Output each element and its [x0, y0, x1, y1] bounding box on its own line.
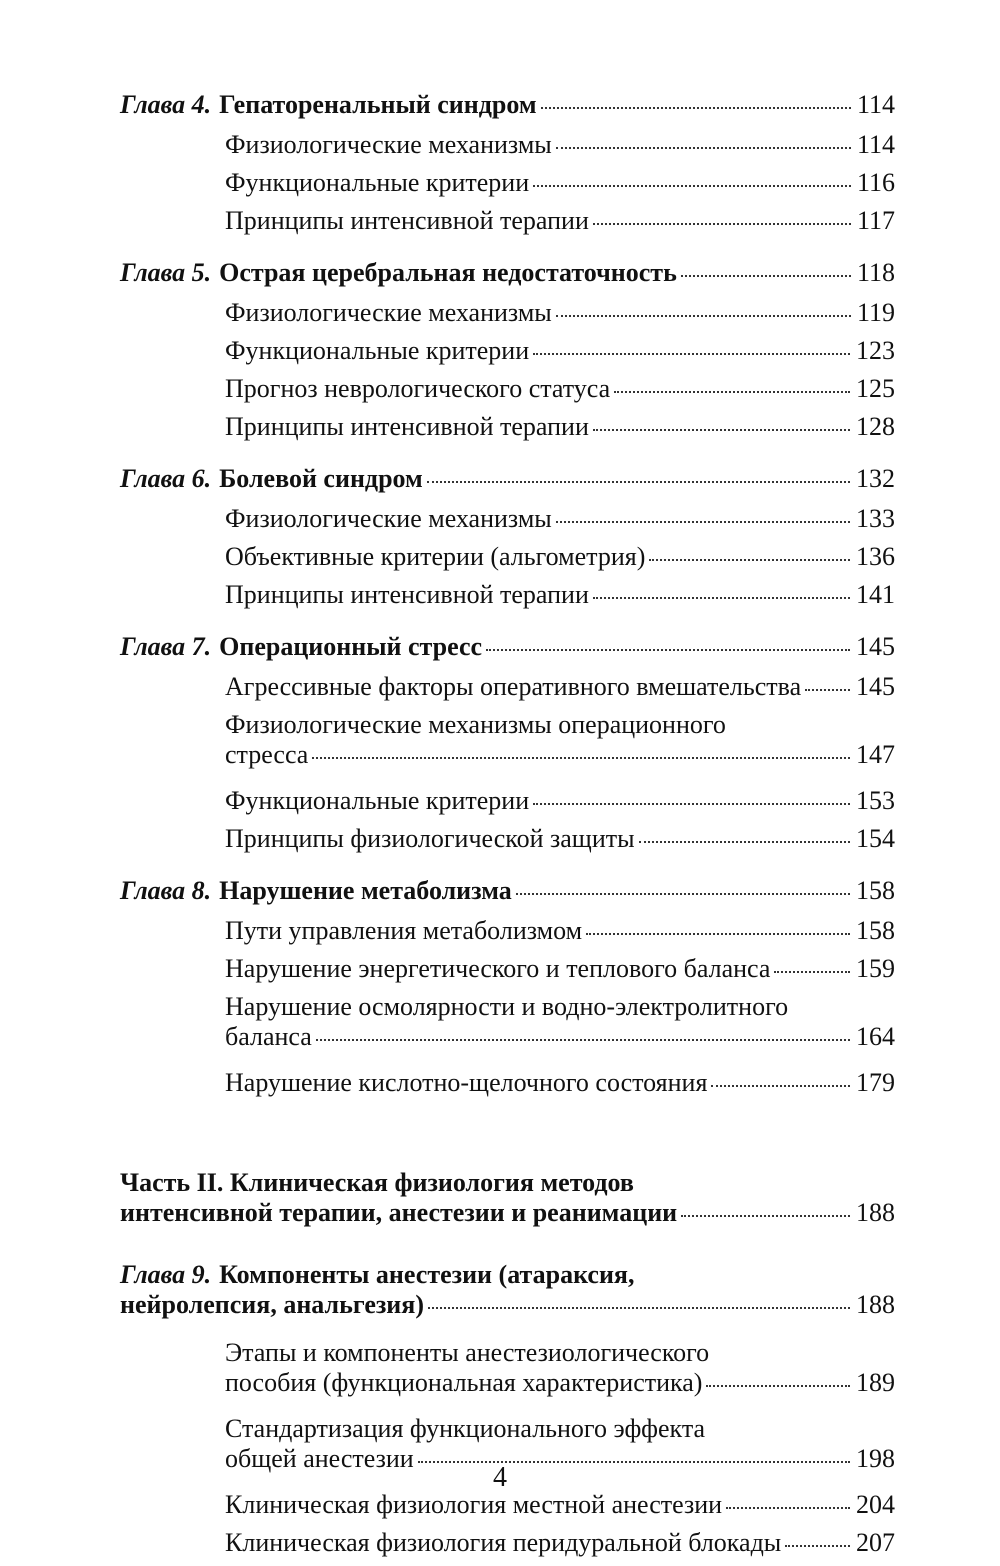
dot-leader — [649, 559, 850, 561]
page-ref: 159 — [856, 954, 895, 983]
item-title: Функциональные критерии — [225, 336, 530, 365]
chapter-label: Глава 9. — [120, 1260, 212, 1289]
chapter-title: Болевой синдром — [219, 464, 423, 493]
item-title-line1: Физиологические механизмы операционного — [225, 710, 726, 739]
dot-leader — [726, 1507, 850, 1509]
dot-leader — [681, 1215, 850, 1217]
page-ref: 154 — [856, 824, 895, 853]
toc-item — [120, 916, 895, 954]
dot-leader — [681, 275, 851, 277]
item-title-line2: общей анестезии — [225, 1444, 414, 1473]
dot-leader — [785, 1545, 850, 1547]
item-title: Клиническая физиология перидуральной блокады — [225, 1528, 782, 1557]
toc-item — [120, 954, 895, 992]
chapter-label: Глава 5. — [120, 258, 212, 287]
page-ref: 188 — [856, 1290, 895, 1319]
toc-chapter-5 — [120, 258, 895, 298]
chapter-title: Операционный стресс — [219, 632, 483, 661]
toc-chapter-9 — [120, 1260, 895, 1338]
page-ref: 207 — [856, 1528, 895, 1557]
chapter-label: Глава 6. — [120, 464, 212, 493]
item-title: Нарушение кислотно-щелочного состояния — [225, 1068, 708, 1097]
spacer — [120, 1106, 895, 1154]
item-title: Объективные критерии (альгометрия) — [225, 542, 646, 571]
page-ref: 119 — [856, 298, 895, 327]
page-ref: 145 — [856, 632, 895, 661]
page-ref: 118 — [856, 258, 895, 287]
dot-leader — [593, 429, 850, 431]
toc-chapter-7 — [120, 632, 895, 672]
toc-chapter-4 — [120, 90, 895, 130]
dot-leader — [711, 1085, 850, 1087]
item-title: Физиологические механизмы — [225, 298, 552, 327]
toc-item — [120, 580, 895, 618]
item-title-line1: Нарушение осмолярности и водно-электролитного — [225, 992, 789, 1021]
dot-leader — [556, 147, 851, 149]
dot-leader — [593, 597, 850, 599]
dot-leader — [593, 223, 851, 225]
item-title-line2: стресса — [225, 740, 309, 769]
item-title: Клиническая физиология местной анестезии — [225, 1490, 723, 1519]
dot-leader — [706, 1385, 850, 1387]
dot-leader — [316, 1039, 850, 1041]
toc-chapter-8 — [120, 876, 895, 916]
toc-item — [120, 786, 895, 824]
page-ref: 189 — [856, 1368, 895, 1397]
toc-item — [120, 1528, 895, 1566]
item-title: Физиологические механизмы — [225, 130, 552, 159]
part-title-line2: интенсивной терапии, анестезии и реанимации — [120, 1198, 678, 1227]
item-title: Агрессивные факторы оперативного вмешательства — [225, 672, 802, 701]
page-ref: 164 — [856, 1022, 895, 1051]
dot-leader — [556, 315, 851, 317]
chapter-title-line2: нейролепсия, анальгезия) — [120, 1290, 425, 1319]
item-title-line1: Стандартизация функционального эффекта — [225, 1414, 706, 1443]
dot-leader — [533, 353, 850, 355]
dot-leader — [556, 521, 850, 523]
table-of-contents — [120, 90, 895, 1566]
toc-item — [120, 130, 895, 168]
page-ref: 198 — [856, 1444, 895, 1473]
page-ref: 188 — [856, 1198, 895, 1227]
page-ref: 158 — [856, 916, 895, 945]
toc-item — [120, 1490, 895, 1528]
item-title: Нарушение энергетического и теплового баланса — [225, 954, 771, 983]
toc-item — [120, 542, 895, 580]
dot-leader — [586, 933, 850, 935]
dot-leader — [614, 391, 850, 393]
page-ref: 145 — [856, 672, 895, 701]
page-ref: 147 — [856, 740, 895, 769]
item-title: Принципы интенсивной терапии — [225, 580, 589, 609]
toc-item — [120, 168, 895, 206]
toc-item — [120, 1068, 895, 1106]
toc-item — [120, 824, 895, 862]
dot-leader — [639, 841, 850, 843]
toc-item — [120, 710, 895, 786]
dot-leader — [486, 649, 850, 651]
item-title: Пути управления метаболизмом — [225, 916, 583, 945]
item-title: Принципы интенсивной терапии — [225, 206, 589, 235]
page-ref: 114 — [856, 130, 895, 159]
toc-item — [120, 1338, 895, 1414]
chapter-title: Нарушение метаболизма — [219, 876, 512, 905]
page-ref: 132 — [856, 464, 895, 493]
toc-item — [120, 504, 895, 542]
page-ref: 141 — [856, 580, 895, 609]
page-ref: 125 — [856, 374, 895, 403]
toc-item — [120, 374, 895, 412]
page-ref: 116 — [856, 168, 895, 197]
dot-leader — [312, 757, 850, 759]
dot-leader — [428, 1307, 850, 1309]
toc-item — [120, 412, 895, 450]
page-number: 4 — [493, 1462, 507, 1493]
item-title: Функциональные критерии — [225, 786, 530, 815]
chapter-label: Глава 7. — [120, 632, 212, 661]
page-ref: 153 — [856, 786, 895, 815]
page-ref: 133 — [856, 504, 895, 533]
dot-leader — [805, 689, 850, 691]
item-title-line1: Этапы и компоненты анестезиологического — [225, 1338, 710, 1367]
toc-item — [120, 336, 895, 374]
part-title-line1: Часть II. Клиническая физиология методов — [120, 1168, 634, 1197]
item-title: Прогноз неврологического статуса — [225, 374, 611, 403]
page-ref: 136 — [856, 542, 895, 571]
dot-leader — [533, 803, 850, 805]
page-ref: 179 — [856, 1068, 895, 1097]
page-ref: 128 — [856, 412, 895, 441]
toc-part-2 — [120, 1168, 895, 1246]
dot-leader — [541, 107, 851, 109]
dot-leader — [427, 481, 850, 483]
page-ref: 114 — [856, 90, 895, 119]
toc-item — [120, 992, 895, 1068]
chapter-title: Гепаторенальный синдром — [219, 90, 537, 119]
page-ref: 204 — [856, 1490, 895, 1519]
toc-item — [120, 672, 895, 710]
item-title: Физиологические механизмы — [225, 504, 552, 533]
toc-item — [120, 206, 895, 244]
item-title-line2: баланса — [225, 1022, 312, 1051]
item-title: Функциональные критерии — [225, 168, 530, 197]
chapter-label: Глава 8. — [120, 876, 212, 905]
page-ref: 117 — [856, 206, 895, 235]
dot-leader — [516, 893, 850, 895]
item-title-line2: пособия (функциональная характеристика) — [225, 1368, 703, 1397]
toc-item — [120, 298, 895, 336]
page-ref: 123 — [856, 336, 895, 365]
toc-chapter-6 — [120, 464, 895, 504]
chapter-label: Глава 4. — [120, 90, 212, 119]
chapter-title: Острая церебральная недостаточность — [219, 258, 677, 287]
dot-leader — [774, 971, 850, 973]
item-title: Принципы физиологической защиты — [225, 824, 635, 853]
chapter-title-line1: Компоненты анестезии (атараксия, — [219, 1260, 635, 1289]
item-title: Принципы интенсивной терапии — [225, 412, 589, 441]
dot-leader — [533, 185, 851, 187]
page-ref: 158 — [856, 876, 895, 905]
